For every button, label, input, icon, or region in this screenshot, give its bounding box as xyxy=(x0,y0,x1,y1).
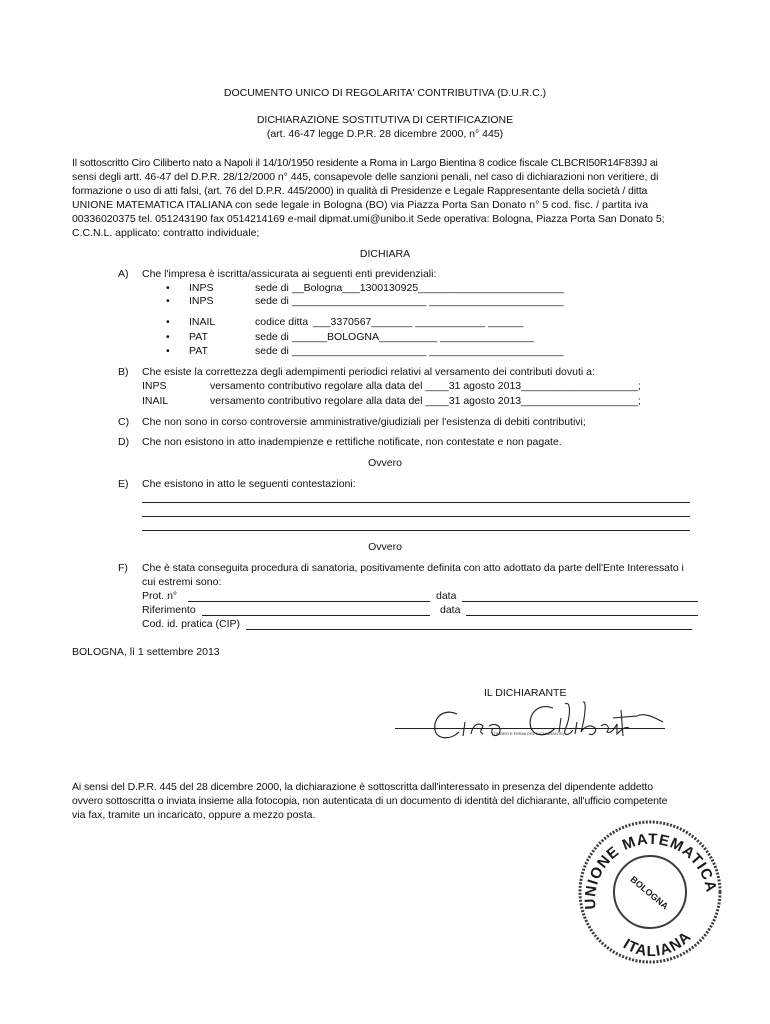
footer-line: ovvero sottoscritta o inviata insieme alla fotocopia, non autenticata di un documento di identità del dichiarante, all'ufficio competente xyxy=(72,795,668,807)
bullet: • xyxy=(166,316,170,328)
intro-line: UNIONE MATEMATICA ITALIANA con sede legale in Bologna (BO) via Piazza Porta San Donato n° 5 cod. fisc. / partita iva xyxy=(72,199,649,211)
signature-title: IL DICHIARANTE xyxy=(484,687,567,699)
document-title: DOCUMENTO UNICO DI REGOLARITA' CONTRIBUTIVA (D.U.R.C.) xyxy=(223,87,547,99)
document-subtitle: DICHIARAZIONE SOSTITUTIVA DI CERTIFICAZIONE xyxy=(256,114,514,126)
field-value: ___3370567_______ ____________ ______ xyxy=(313,316,524,328)
field-value: _______________________ _______________________ xyxy=(292,295,564,307)
data-label: data xyxy=(436,590,457,602)
intro-line: 00336020375 tel. 051243190 fax 0514214169 e-mail dipmat.umi@unibo.it Sede operativa: Bologna, Piazza Porta San Donato 5; xyxy=(72,213,665,225)
section-c-text: Che non sono in corso controversie amministrative/giudiziali per l'esistenza di debiti contributivi; xyxy=(142,416,586,428)
blank-line xyxy=(142,530,690,531)
field-value: __Bologna___1300130925_________________________ xyxy=(292,282,565,294)
field-label: sede di xyxy=(255,295,289,307)
ente-name: INPS xyxy=(189,282,214,294)
section-d-text: Che non esistono in atto inadempienze e rettifiche notificate, non contestate e non pagate. xyxy=(142,436,562,448)
field-label: codice ditta xyxy=(255,316,309,328)
section-letter: D) xyxy=(118,436,130,448)
bullet: • xyxy=(166,295,170,307)
field-label: sede di xyxy=(255,282,289,294)
field-value: _______________________ _______________________ xyxy=(292,345,564,357)
section-letter: C) xyxy=(118,416,130,428)
svg-text:UNIONE MATEMATICA xyxy=(573,822,720,911)
footer-line: via fax, tramite un incaricato, oppure a mezzo posta. xyxy=(72,809,316,821)
cip-label: Cod. id. pratica (CIP) xyxy=(142,618,241,630)
cip-blank xyxy=(246,629,692,630)
ente-name: PAT xyxy=(189,345,208,357)
ente-name: INPS xyxy=(142,380,167,392)
riferimento-label: Riferimento xyxy=(142,604,196,616)
field-label: sede di xyxy=(255,345,289,357)
bullet: • xyxy=(166,282,170,294)
intro-line: formazione o uso di atti falsi, (art. 76 del D.P.R. 445/2000) in qualità di Presidenze e Legale Rappresentante della società / ditta xyxy=(72,185,648,197)
dichiara-heading: DICHIARA xyxy=(359,248,411,260)
section-letter: F) xyxy=(118,562,128,574)
section-text: Che l'impresa è iscritta/assicurata ai seguenti enti previdenziali: xyxy=(142,268,437,280)
data-blank xyxy=(466,615,698,616)
section-text: Che esiste la correttezza degli adempimenti periodici relativi al versamento dei contributi dovuti a: xyxy=(142,366,595,378)
section-letter: A) xyxy=(118,268,129,280)
section-letter: E) xyxy=(118,478,129,490)
stamp-top-text: UNIONE MATEMATICA xyxy=(581,830,720,910)
handwritten-signature xyxy=(425,696,675,746)
ovvero-separator: Ovvero xyxy=(368,541,402,553)
stamp-bottom-text: ITALIANA xyxy=(620,927,695,960)
blank-line xyxy=(142,502,690,503)
bullet: • xyxy=(166,345,170,357)
ente-name: INAIL xyxy=(142,395,169,407)
ente-name: INPS xyxy=(189,295,214,307)
bullet: • xyxy=(166,331,170,343)
section-e-text: Che esistono in atto le seguenti contestazioni: xyxy=(142,478,356,490)
data-label: data xyxy=(440,604,461,616)
legal-reference: (art. 46-47 legge D.P.R. 28 dicembre 2000, n° 445) xyxy=(266,128,504,140)
place-date: BOLOGNA, lì 1 settembre 2013 xyxy=(72,646,220,658)
field-value: ______BOLOGNA__________ ________________ xyxy=(292,331,534,343)
blank-line xyxy=(142,516,690,517)
ente-name: PAT xyxy=(189,331,208,343)
ente-name: INAIL xyxy=(189,316,216,328)
riferimento-blank xyxy=(202,615,430,616)
stamp-center-text: BOLOGNA xyxy=(628,874,671,912)
prot-label: Prot. n° xyxy=(142,590,178,602)
intro-line: Il sottoscritto Ciro Ciliberto nato a Napoli il 14/10/1950 residente a Roma in Largo Bientina 8 codice fiscale CLBCRI50R14F839J ai xyxy=(72,157,658,169)
section-f-text: cui estremi sono: xyxy=(142,576,222,588)
ovvero-separator: Ovvero xyxy=(368,457,402,469)
organization-stamp xyxy=(568,808,728,968)
versamento-text: versamento contributivo regolare alla data del ____31 agosto 2013____________________; xyxy=(210,380,641,392)
section-letter: B) xyxy=(118,366,129,378)
footer-line: Ai sensi del D.P.R. 445 del 28 dicembre 2000, la dichiarazione è sottoscritta dall'interessato in presenza del dipendente addetto xyxy=(72,781,654,793)
versamento-text: versamento contributivo regolare alla data del ____31 agosto 2013____________________; xyxy=(210,395,641,407)
intro-line: sensi degli artt. 46-47 del D.P.R. 28/12/2000 n° 445, consapevole delle sanzioni penali, nel caso di dichiarazioni non veritiere, di xyxy=(72,171,659,183)
prot-blank xyxy=(188,601,430,602)
section-f-text: Che è stata conseguita procedura di sanatoria, positivamente definita con atto adottato da parte dell'Ente Interessato i xyxy=(142,562,684,574)
intro-line: C.C.N.L. applicato: contratto individuale; xyxy=(72,227,260,239)
data-blank xyxy=(462,601,698,602)
signature-caption: (TIMBRO E FIRMA DEL DICHIARANTE) xyxy=(492,731,565,736)
field-label: sede di xyxy=(255,331,289,343)
